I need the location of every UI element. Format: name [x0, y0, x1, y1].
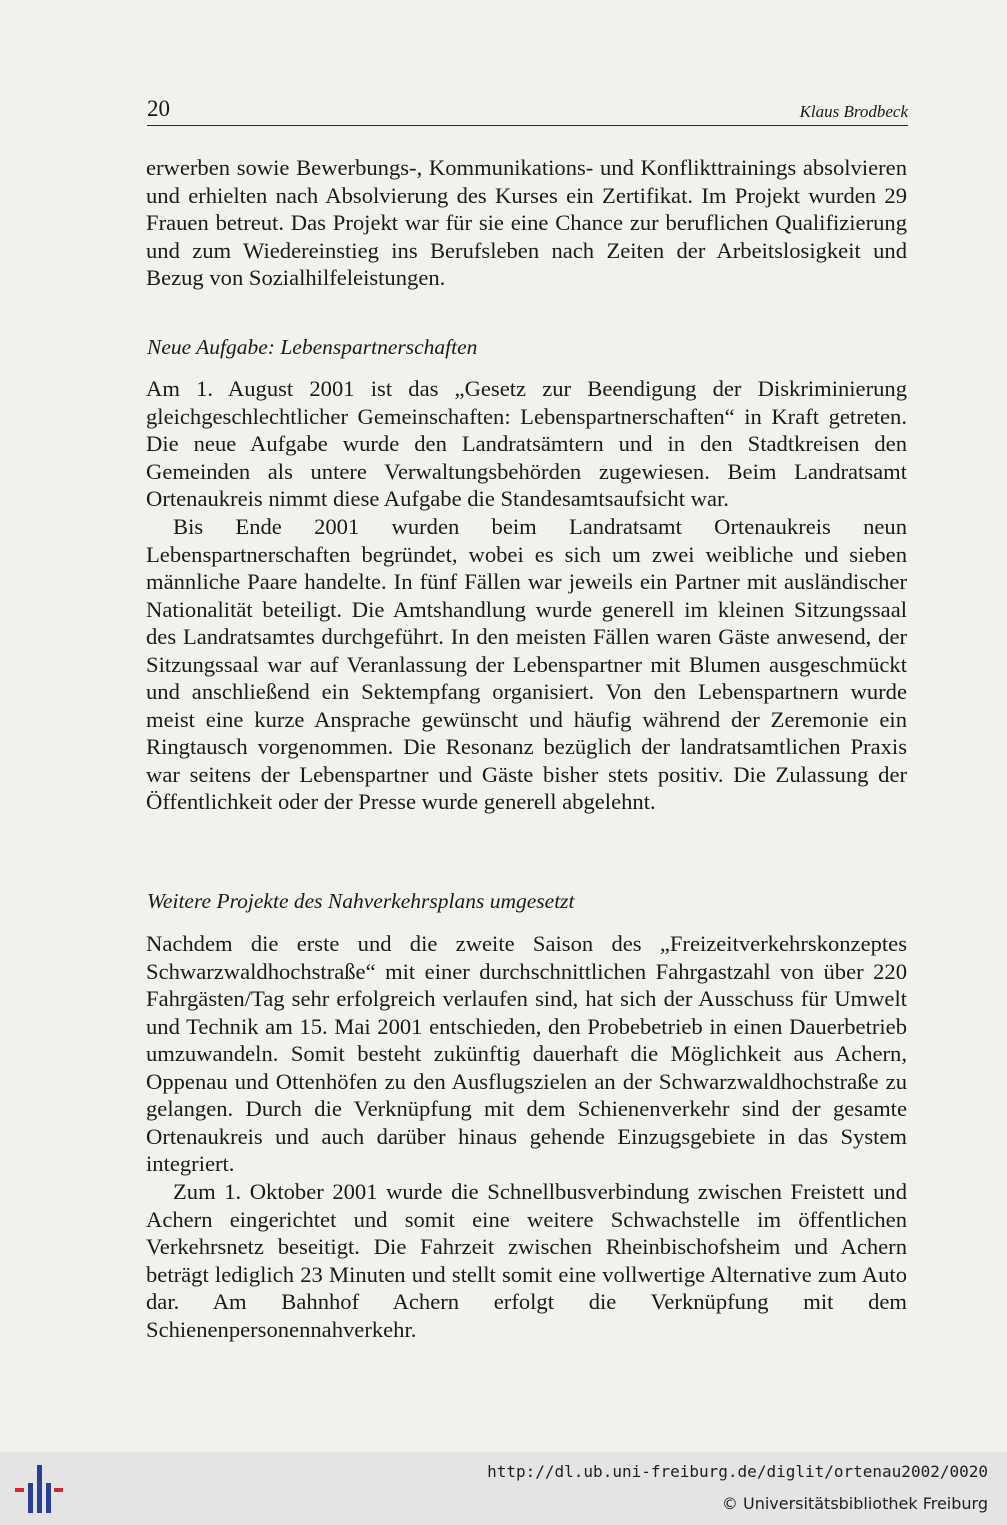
header-divider: [147, 125, 908, 126]
paragraph-lebenspartnerschaften-practice: Bis Ende 2001 wurden beim Landratsamt Ortenaukreis neun Lebenspartnerschaften begründet, wobei es sich um zwei weibliche und sieben männliche Paare handelte. In fünf Fällen war jeweils ein Partner mit ausländischer Nationalität beteiligt. Die Amtshandlung wurde generell im kleinen Sitzungssaal des Landratsamtes durchgeführt. In den meisten Fällen waren Gäste anwesend, der Sitzungssaal war auf Veranlassung der Lebenspartner mit Blumen ausgeschmückt und anschließend ein Sektempfang organisiert. Von den Lebenspartnern wurde meist eine kurze Ansprache gewünscht und häufig während der Zeremonie ein Ringtausch vorgenommen. Die Resonanz bezüglich der landratsamtlichen Praxis war seitens der Lebenspartner und Gäste bisher stets positiv. Die Zulassung der Öffentlichkeit oder der Presse wurde generell abgelehnt.: [146, 514, 907, 814]
paragraph-lebenspartnerschaften-law: Am 1. August 2001 ist das „Gesetz zur Beendigung der Diskriminierung gleichgeschlechtlicher Gemeinschaften: Lebenspartnerschaften“ in Kraft getreten. Die neue Aufgabe wurde den Landratsämtern und in den Stadtkreisen den Gemeinden als untere Verwaltungsbehörden zugewiesen. Beim Landratsamt Ortenaukreis nimmt diese Aufgabe die Standesamtsaufsicht war.: [146, 376, 907, 511]
copyright-notice: © Universitätsbibliothek Freiburg: [721, 1494, 988, 1513]
running-header-author: Klaus Brodbeck: [799, 102, 908, 121]
paragraph-freizeitverkehr: Nachdem die erste und die zweite Saison des „Freizeitverkehrskonzeptes Schwarzwaldhochstraße“ mit einer durchschnittlichen Fahrgastzahl von über 220 Fahrgästen/Tag sehr erfolgreich verlaufen sind, hat sich der Ausschuss für Umwelt und Technik am 15. Mai 2001 entschieden, den Probebetrieb in einen Dauerbetrieb umzuwandeln. Somit besteht zukünftig dauerhaft die Möglichkeit aus Achern, Oppenau und Ottenhöfen zu den Ausflugszielen an der Schwarzwaldhochstraße zu gelangen. Durch die Verknüpfung mit dem Schienenverkehr sind der gesamte Ortenaukreis und auch darüber hinaus gehende Einzugsgebiete in das System integriert.: [146, 931, 907, 1176]
section-heading-nahverkehrsplan: Weitere Projekte des Nahverkehrsplans umgesetzt: [147, 889, 575, 913]
source-url-link[interactable]: http://dl.ub.uni-freiburg.de/diglit/ortenau2002/0020: [487, 1462, 988, 1481]
footer-bar: [0, 1452, 1007, 1525]
page-number: 20: [147, 96, 170, 121]
ub-freiburg-logo-icon: [12, 1463, 66, 1515]
paragraph-intro: erwerben sowie Bewerbungs-, Kommunikations- und Konflikttrainings absolvieren und erhielten nach Absolvierung des Kurses ein Zertifikat. Im Projekt wurden 29 Frauen betreut. Das Projekt war für sie eine Chance zur beruflichen Qualifizierung und zum Wiedereinstieg ins Berufsleben nach Zeiten der Arbeitslosigkeit und Bezug von Sozialhilfeleistungen.: [146, 155, 907, 290]
section-heading-lebenspartnerschaften: Neue Aufgabe: Lebenspartnerschaften: [147, 335, 478, 359]
paragraph-schnellbus: Zum 1. Oktober 2001 wurde die Schnellbusverbindung zwischen Freistett und Achern eingerichtet und somit eine weitere Schwachstelle im öffentlichen Verkehrsnetz beseitigt. Die Fahrzeit zwischen Rheinbischofsheim und Achern beträgt lediglich 23 Minuten und stellt somit eine vollwertige Alternative zum Auto dar. Am Bahnhof Achern erfolgt die Verknüpfung mit dem Schienenpersonennahverkehr.: [146, 1179, 907, 1342]
